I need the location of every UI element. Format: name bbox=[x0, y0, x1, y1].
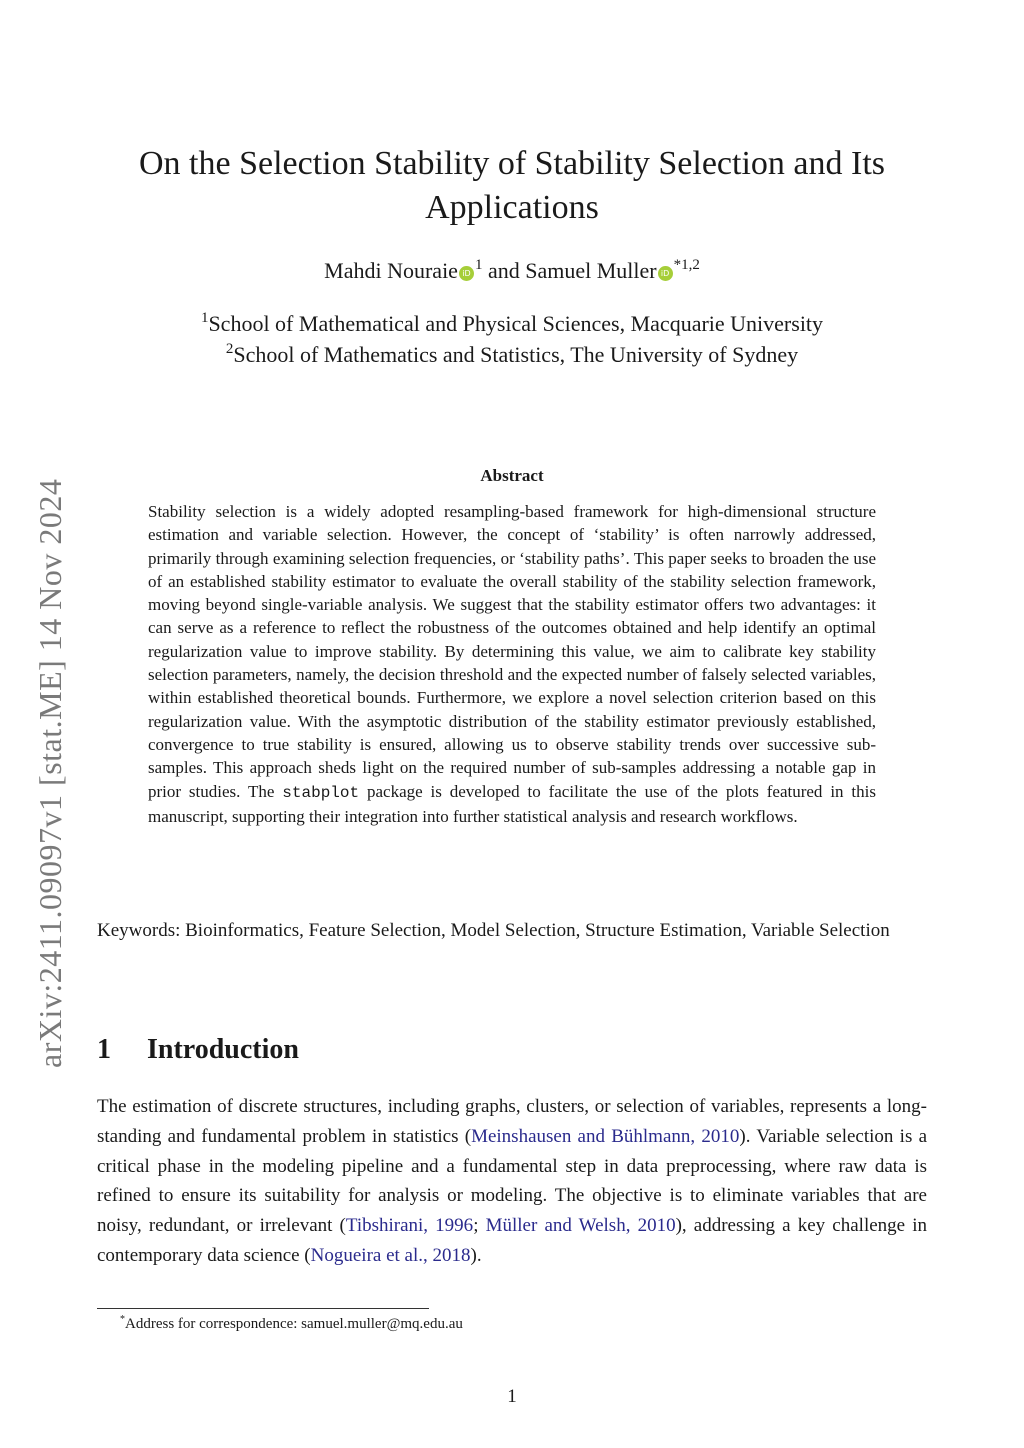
citation-link[interactable]: Tibshirani, 1996 bbox=[345, 1215, 474, 1237]
abstract-text: Stability selection is a widely adopted resampling-based framework for high-dimensional structure estimation and variable selection. However, the concept of ‘stability’ is often narrowly addressed, primarily through examining selection frequencies, or ‘stability paths’. This paper seeks to broaden the use of an established stability estimator to evaluate the overall stability of the stability selection framework, moving beyond single-variable analysis. We suggest that the stability estimator offers two advantages: it can serve as a reference to reflect the robustness of the outcomes obtained and help identify an optimal regularization value to improve stability. By determining this value, we aim to calibrate key stability selection parameters, namely, the decision threshold and the expected number of falsely selected variables, within established theoretical bounds. Furthermore, we explore a novel selection criterion based on this regularization value. With the asymptotic distribution of the stability estimator previously established, convergence to true stability is ensured, allowing us to observe stability trends over successive sub-samples. This approach sheds light on the required number of sub-samples addressing a notable gap in prior studies. The bbox=[148, 502, 876, 801]
body-text: ), addressing a key challenge in contemporary data science ( bbox=[97, 1215, 927, 1266]
author-affiliation-mark: 1 bbox=[474, 257, 483, 273]
footnote bbox=[120, 1314, 463, 1334]
author-name: Samuel Muller bbox=[525, 258, 657, 283]
footnote-text: Address for correspondence: samuel.muller@mq.edu.au bbox=[125, 1316, 463, 1332]
author-name: Mahdi Nouraie bbox=[324, 258, 458, 283]
body-text: The estimation of discrete structures, including graphs, clusters, or selection of variables, represents a long-standing and fundamental problem in statistics ( bbox=[97, 1096, 927, 1147]
abstract-body bbox=[148, 500, 876, 828]
affiliation-text: School of Mathematics and Statistics, The University of Sydney bbox=[233, 342, 799, 367]
abstract-heading: Abstract bbox=[480, 466, 544, 485]
body-text: ; bbox=[473, 1215, 486, 1237]
affiliation-text: School of Mathematical and Physical Sciences, Macquarie University bbox=[208, 311, 824, 336]
section-heading bbox=[97, 1034, 299, 1066]
orcid-icon[interactable]: iD bbox=[459, 266, 474, 281]
footnote-divider bbox=[97, 1308, 429, 1309]
author-affiliation-mark: *1,2 bbox=[673, 257, 700, 273]
keywords: Keywords: Bioinformatics, Feature Selection, Model Selection, Structure Estimation, Variable Selection bbox=[97, 920, 890, 941]
affiliation-mark: 2 bbox=[225, 341, 234, 357]
affiliation-line bbox=[100, 339, 924, 370]
section-number: 1 bbox=[97, 1034, 111, 1065]
orcid-icon[interactable]: iD bbox=[658, 266, 673, 281]
affiliation-mark: 1 bbox=[200, 310, 209, 326]
introduction-paragraph bbox=[97, 1092, 927, 1271]
package-name-code: stabplot bbox=[282, 783, 360, 802]
citation-link[interactable]: Müller and Welsh, 2010 bbox=[485, 1215, 676, 1237]
citation-link[interactable]: Nogueira et al., 2018 bbox=[310, 1244, 471, 1266]
body-text: ). bbox=[470, 1244, 482, 1266]
paper-title: On the Selection Stability of Stability Selection and Its Applications bbox=[138, 145, 885, 226]
page-number: 1 bbox=[507, 1386, 517, 1407]
affiliation-list bbox=[100, 308, 924, 370]
section-title: Introduction bbox=[147, 1034, 299, 1065]
affiliation-line bbox=[100, 308, 924, 339]
author-connector: and bbox=[482, 258, 526, 283]
body-text: ). Variable selection is a critical phase in the modeling pipeline and a fundamental step in data preprocessing, where raw data is refined to ensure its suitability for analysis or modeling. The objective is to eliminate variables that are noisy, redundant, or irrelevant ( bbox=[97, 1125, 928, 1237]
footnote-mark: * bbox=[120, 1314, 125, 1325]
abstract-text: package is developed to facilitate the use of the plots featured in this manuscript, supporting their integration into further statistical analysis and research workflows. bbox=[148, 781, 876, 826]
citation-link[interactable]: Meinshausen and Bühlmann, 2010 bbox=[471, 1125, 740, 1147]
arxiv-identifier-stamp: arXiv:2411.09097v1 [stat.ME] 14 Nov 2024 bbox=[32, 478, 68, 1068]
author-list bbox=[100, 256, 924, 286]
